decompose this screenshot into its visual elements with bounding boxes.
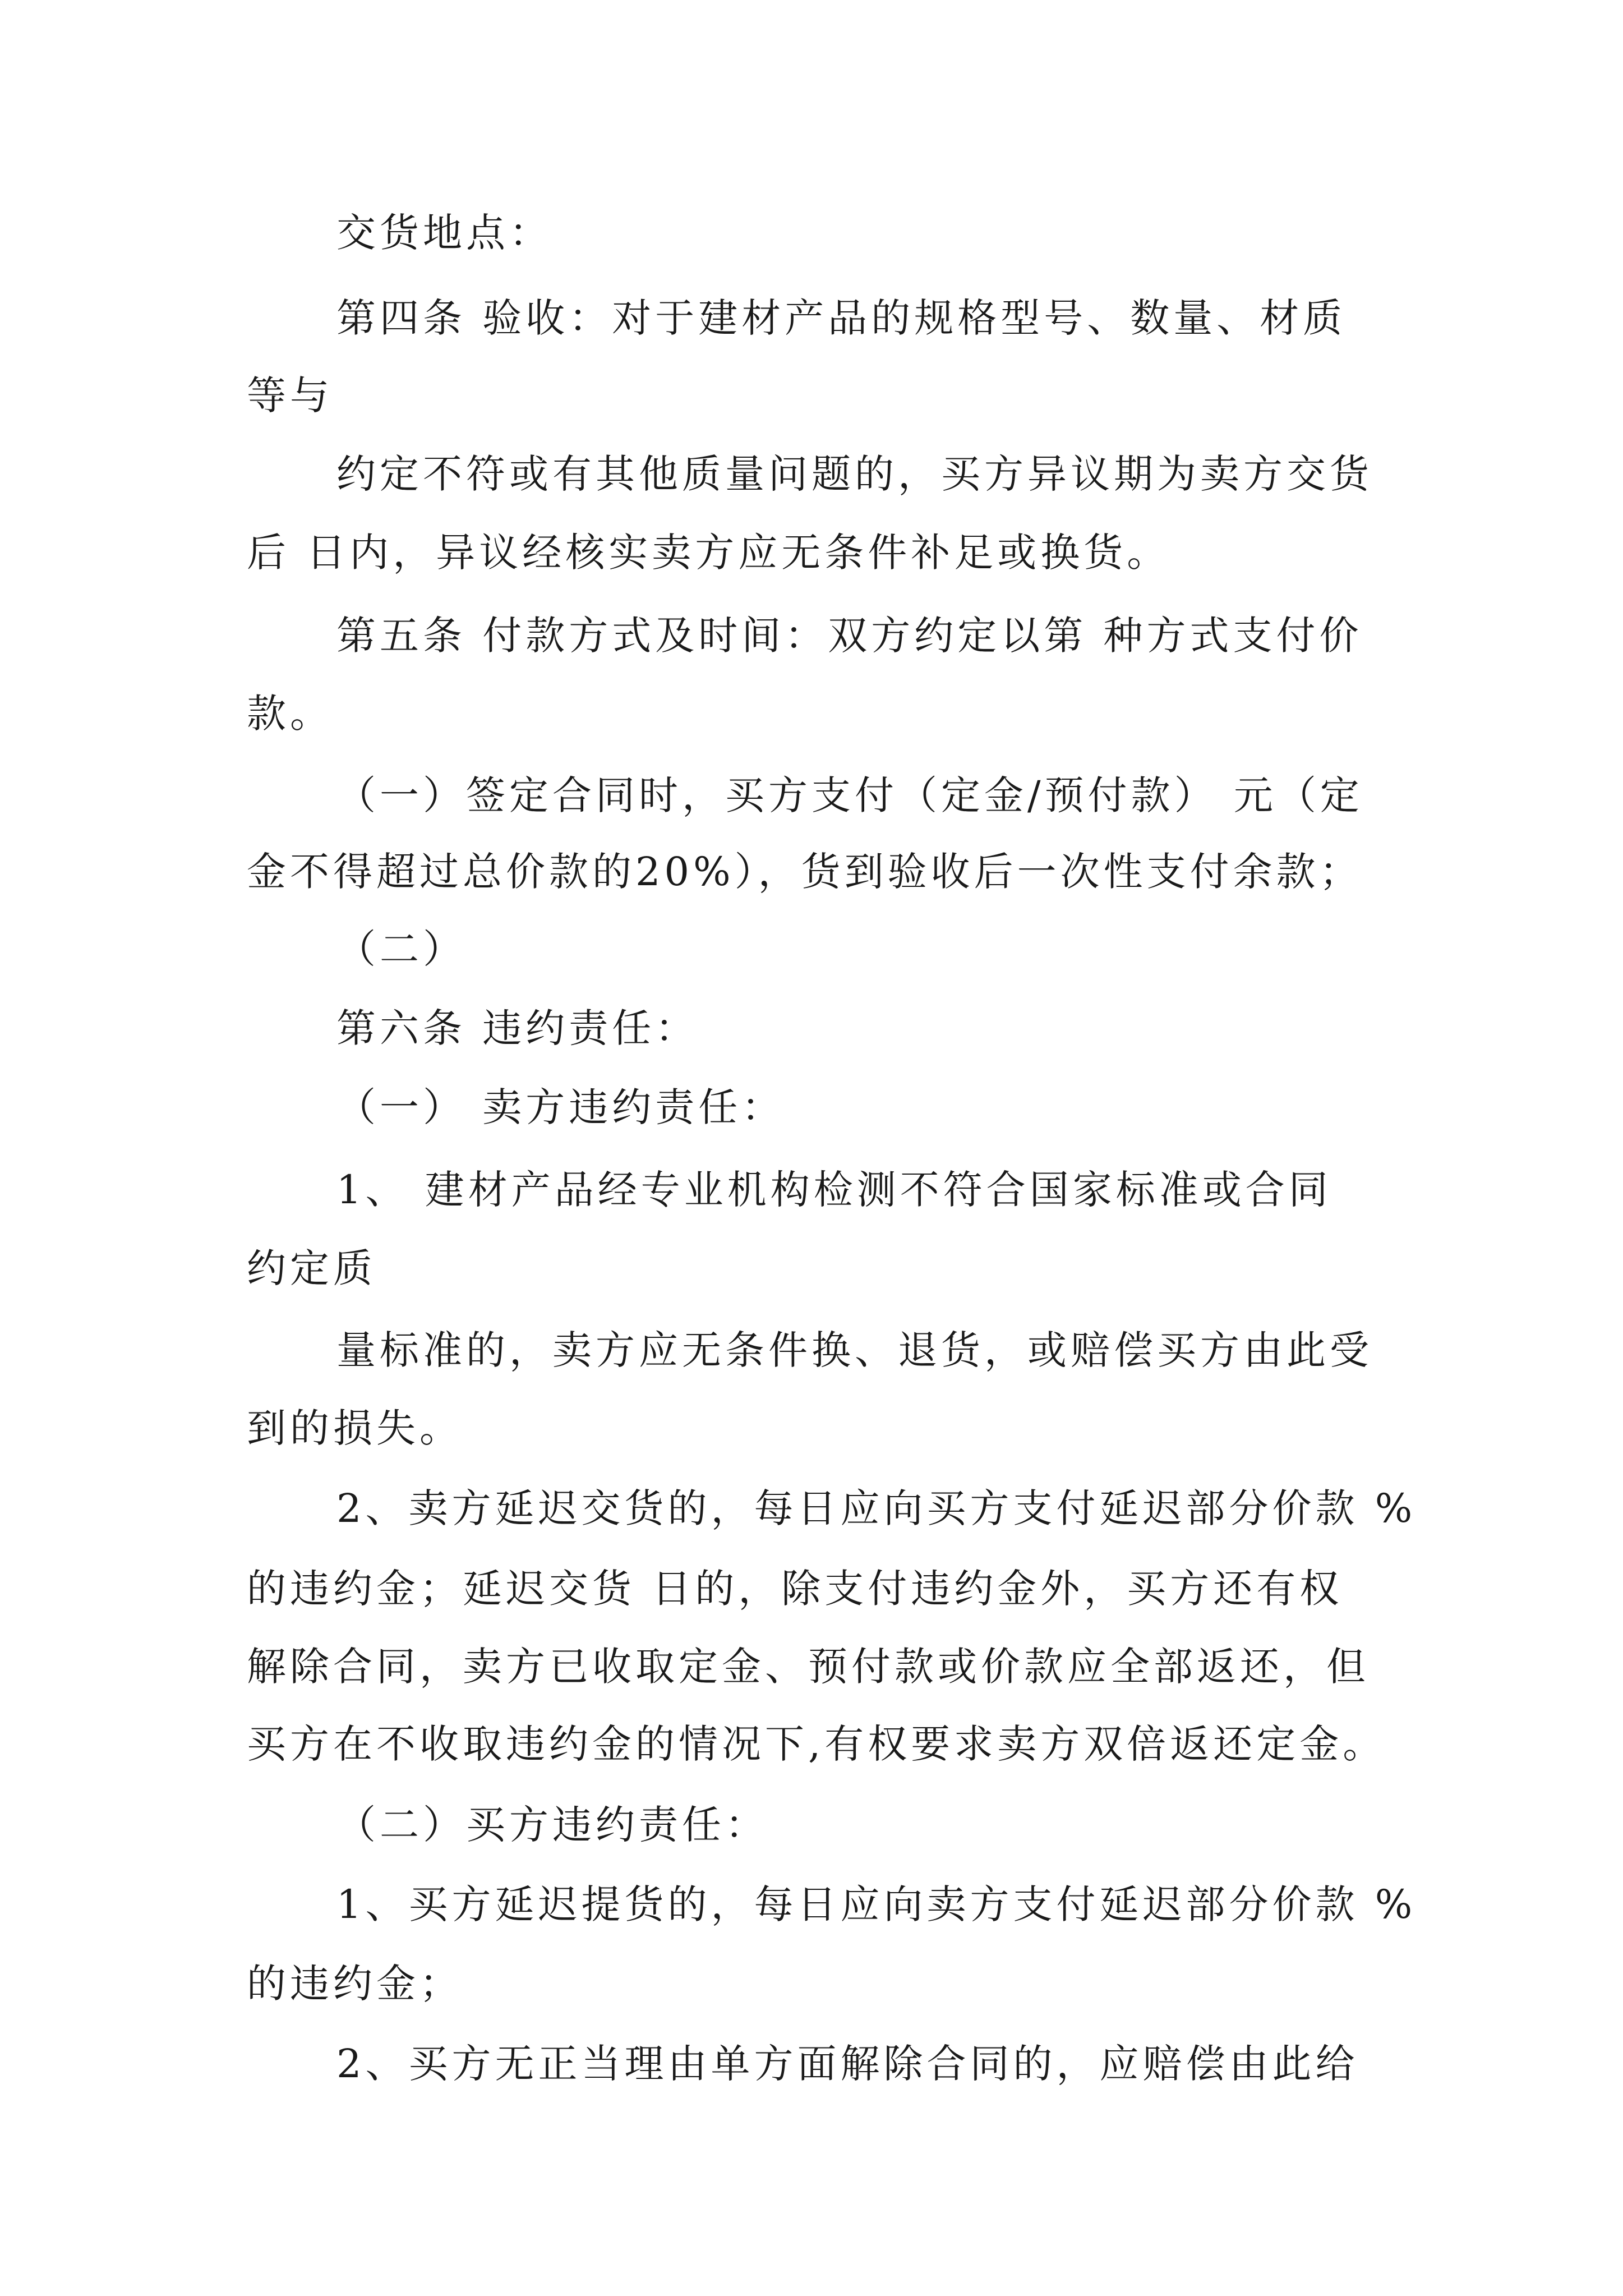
paragraph-line: 金不得超过总价款的20%），货到验收后一次性支付余款； xyxy=(247,849,1363,895)
paragraph-line: 第六条 违约责任： xyxy=(336,1005,699,1051)
paragraph-line: 量标准的，卖方应无条件换、退货，或赔偿买方由此受 xyxy=(336,1327,1373,1373)
paragraph-line: 2、买方无正当理由单方面解除合同的，应赔偿由此给 xyxy=(336,2041,1359,2087)
paragraph-line: （二） xyxy=(336,926,466,972)
paragraph-line: 2、卖方延迟交货的，每日应向买方支付延迟部分价款 % xyxy=(336,1485,1417,1531)
paragraph-line: （二）买方违约责任： xyxy=(336,1802,768,1848)
paragraph-line: 款。 xyxy=(247,691,333,737)
paragraph-line: 交货地点： xyxy=(336,210,552,256)
paragraph-line: 等与 xyxy=(247,372,333,418)
paragraph-line: 约定质 xyxy=(247,1245,376,1291)
paragraph-line: 1、 建材产品经专业机构检测不符合国家标准或合同 xyxy=(336,1167,1332,1213)
paragraph-line: 第五条 付款方式及时间：双方约定以第 种方式支付价 xyxy=(336,613,1363,659)
paragraph-line: 的违约金；延迟交货 日的，除支付违约金外，买方还有权 xyxy=(247,1566,1343,1612)
paragraph-line: 后 日内，异议经核实卖方应无条件补足或换货。 xyxy=(247,530,1170,576)
paragraph-line: 买方在不收取违约金的情况下,有权要求卖方双倍返还定金。 xyxy=(247,1721,1386,1767)
paragraph-line: 到的损失。 xyxy=(247,1405,463,1451)
paragraph-line: 第四条 验收：对于建材产品的规格型号、数量、材质 xyxy=(336,295,1347,341)
paragraph-line: 解除合同，卖方已收取定金、预付款或价款应全部返还，但 xyxy=(247,1644,1370,1690)
paragraph-line: 的违约金； xyxy=(247,1961,463,2007)
paragraph-line: 1、买方延迟提货的，每日应向卖方支付延迟部分价款 % xyxy=(336,1881,1417,1927)
paragraph-line: （一）签定合同时，买方支付（定金/预付款） 元（定 xyxy=(336,772,1363,818)
paragraph-line: （一） 卖方违约责任： xyxy=(336,1084,785,1130)
paragraph-line: 约定不符或有其他质量问题的，买方异议期为卖方交货 xyxy=(336,451,1373,497)
